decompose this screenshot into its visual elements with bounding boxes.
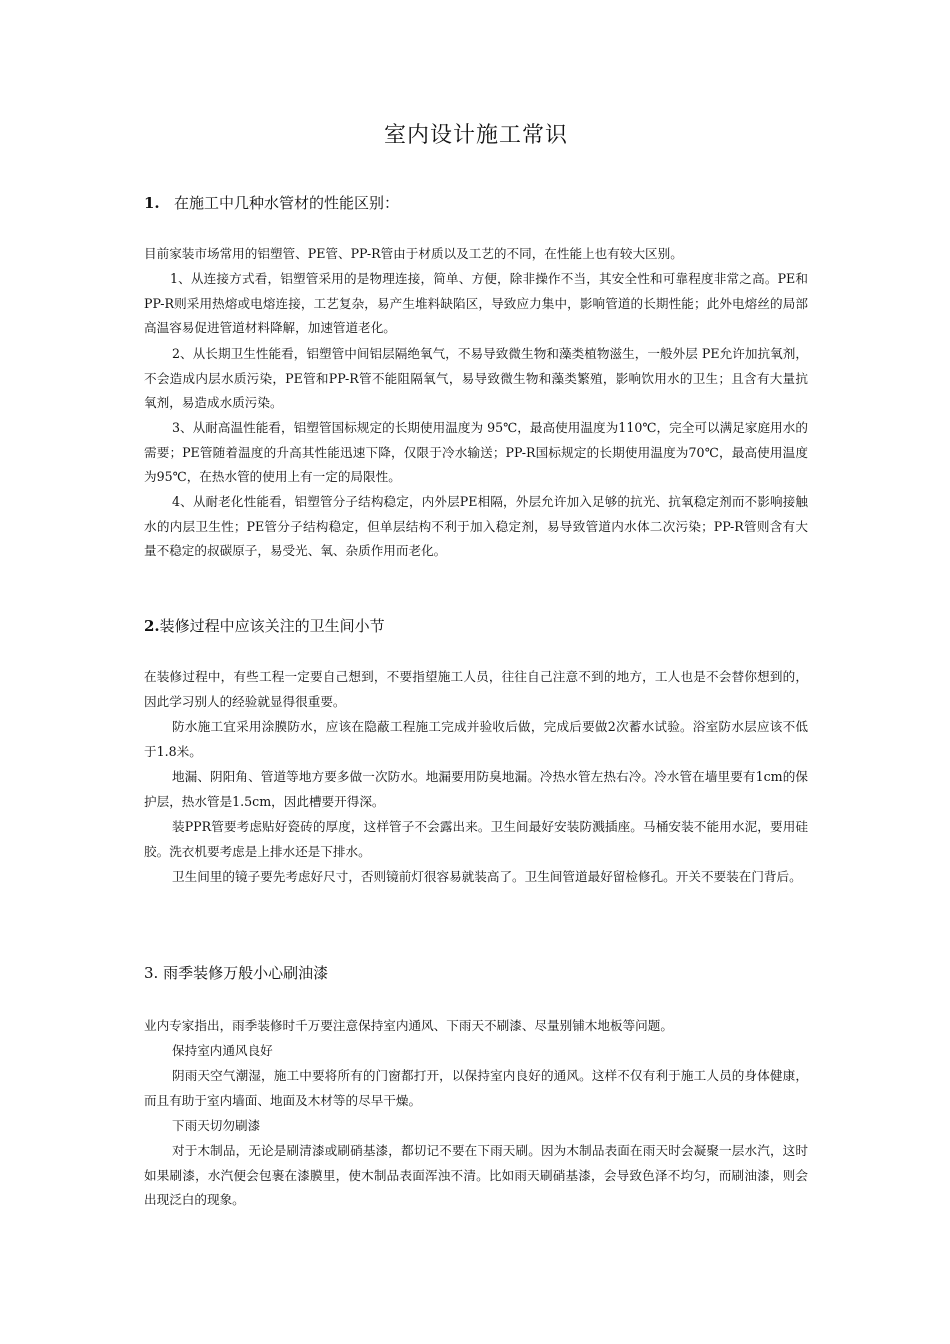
section-1-paragraph-4: 4、从耐老化性能看，铝塑管分子结构稳定，内外层PE相隔，外层允许加入足够的抗光、抗氧稳定剂而不影响接触水的内层卫生性；PE管分子结构稳定，但单层结构不利于加入稳定剂，易导致管道内水体二次污染；PP-R管则含有大量不稳定的叔碳原子，易受光、氧、杂质作用而老化。 — [144, 494, 808, 558]
section-2-number: 2. — [144, 617, 160, 635]
section-2-title: 装修过程中应该关注的卫生间小节 — [159, 617, 385, 635]
section-2-paragraph-3: 装PPR管要考虑贴好瓷砖的厚度，这样管子不会露出来。卫生间最好安装防溅插座。马桶安装不能用水泥，要用硅胶。洗衣机要考虑是上排水还是下排水。 — [144, 819, 808, 859]
section-3-paragraph-no-painting: 对于木制品，无论是刷清漆或刷硝基漆，都切记不要在下雨天刷。因为木制品表面在雨天时会凝聚一层水汽，这时如果刷漆，水汽便会包裹在漆膜里，使木制品表面浑浊不清。比如雨天刷硝基漆，会导致色泽不均匀，而刷油漆，则会出现泛白的现象。 — [144, 1143, 808, 1207]
section-3-title: 雨季装修万般小心刷油漆 — [163, 964, 329, 982]
section-3-heading — [144, 962, 328, 983]
section-3-number: 3. — [144, 964, 159, 982]
section-3-paragraph-ventilation: 阴雨天空气潮湿，施工中要将所有的门窗都打开，以保持室内良好的通风。这样不仅有利于施工人员的身体健康，而且有助于室内墙面、地面及木材等的尽早干燥。 — [144, 1068, 808, 1108]
section-1-paragraph-2: 2、从长期卫生性能看，铝塑管中间铝层隔绝氧气，不易导致微生物和藻类植物滋生，一般外层 PE允许加抗氧剂，不会造成内层水质污染，PE管和PP-R管不能阻隔氧气，易导致微生物和藻类繁殖，影响饮用水的卫生；且含有大量抗氧剂，易造成水质污染。 — [144, 346, 808, 410]
section-2-paragraph-2: 地漏、阴阳角、管道等地方要多做一次防水。地漏要用防臭地漏。冷热水管左热右冷。冷水管在墙里要有1cm的保护层，热水管是1.5cm，因此槽要开得深。 — [144, 769, 808, 809]
section-2-paragraph-4: 卫生间里的镜子要先考虑好尺寸，否则镜前灯很容易就装高了。卫生间管道最好留检修孔。开关不要装在门背后。 — [172, 869, 802, 884]
section-3-subheading-ventilation: 保持室内通风良好 — [172, 1043, 273, 1058]
section-2-heading — [144, 615, 385, 636]
section-3-subheading-no-painting: 下雨天切勿刷漆 — [172, 1118, 261, 1133]
section-3-paragraph-intro: 业内专家指出，雨季装修时千万要注意保持室内通风、下雨天不刷漆、尽量别铺木地板等问题。 — [144, 1018, 673, 1033]
section-2-paragraph-1: 防水施工宜采用涂膜防水，应该在隐蔽工程施工完成并验收后做，完成后要做2次蓄水试验。浴室防水层应该不低于1.8米。 — [144, 719, 808, 759]
section-1-title: 在施工中几种水管材的性能区别： — [173, 194, 399, 212]
section-1-paragraph-intro: 目前家装市场常用的铝塑管、PE管、PP-R管由于材质以及工艺的不同，在性能上也有较大区别。 — [144, 246, 683, 261]
document-title: 室内设计施工常识 — [383, 123, 568, 148]
section-1-paragraph-3: 3、从耐高温性能看，铝塑管国标规定的长期使用温度为 95℃，最高使用温度为110℃，完全可以满足家庭用水的需要；PE管随着温度的升高其性能迅速下降，仅限于冷水输送；PP-R国标规定的长期使用温度为70℃，最高使用温度为95℃，在热水管的使用上有一定的局限性。 — [144, 420, 808, 484]
section-2-paragraph-intro: 在装修过程中，有些工程一定要自己想到，不要指望施工人员，往往自己注意不到的地方，工人也是不会替你想到的，因此学习别人的经验就显得很重要。 — [144, 669, 808, 709]
section-1-paragraph-1: 1、从连接方式看，铝塑管采用的是物理连接，简单、方便，除非操作不当，其安全性和可靠程度非常之高。PE和PP-R则采用热熔或电熔连接，工艺复杂，易产生堆料缺陷区，导致应力集中，影响管道的长期性能；此外电熔丝的局部高温容易促进管道材料降解，加速管道老化。 — [144, 271, 808, 335]
section-1-heading — [144, 192, 399, 213]
section-1-number: 1. — [144, 194, 160, 212]
